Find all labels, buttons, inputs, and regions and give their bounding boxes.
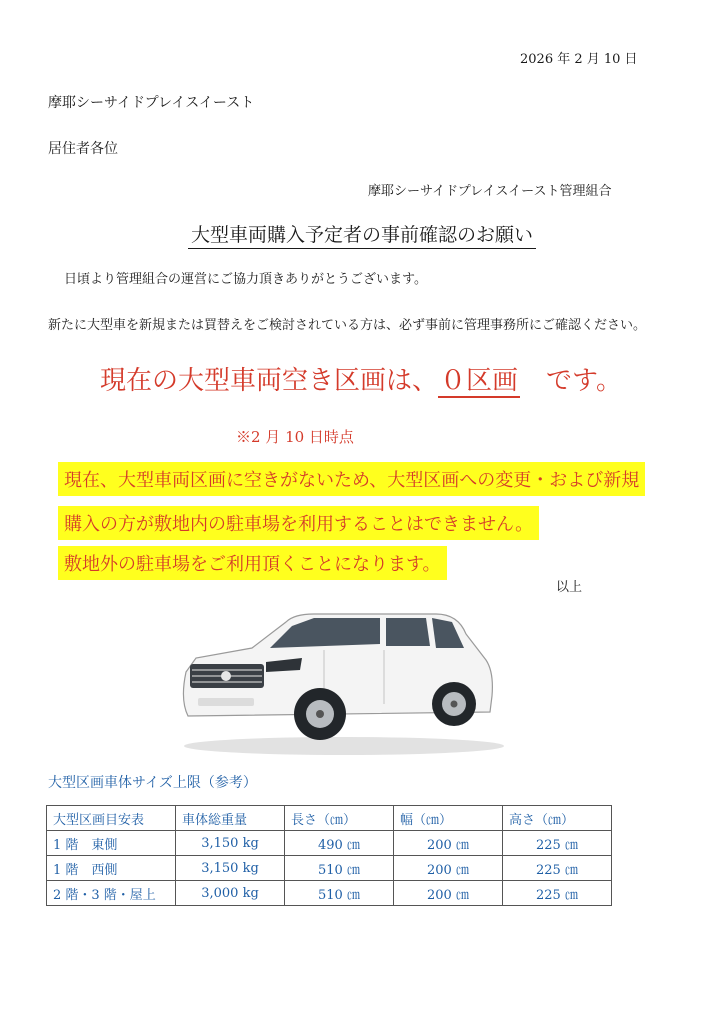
cell-zone: 1 階 東側 — [47, 831, 176, 856]
cell-zone: 1 階 西側 — [47, 856, 176, 881]
cell-weight: 3,150 kg — [176, 856, 285, 881]
cell-length: 490 ㎝ — [285, 831, 394, 856]
header-zone: 大型区画目安表 — [47, 806, 176, 831]
header-width: 幅（㎝） — [394, 806, 503, 831]
header-length: 長さ（㎝） — [285, 806, 394, 831]
cell-height: 225 ㎝ — [503, 856, 612, 881]
cell-height: 225 ㎝ — [503, 831, 612, 856]
size-limit-table — [46, 805, 612, 906]
headline-prefix: 現在の大型車両空き区画は、 — [100, 366, 439, 396]
highlight-line: 現在、大型車両区画に空きがないため、大型区画への変更・および新規 — [58, 462, 645, 496]
availability-headline — [100, 360, 622, 397]
cell-width: 200 ㎝ — [394, 856, 503, 881]
cell-weight: 3,000 kg — [176, 881, 285, 906]
size-table-title: 大型区画車体サイズ上限（参考） — [48, 775, 257, 791]
notice: 新たに大型車を新規または買替えをご検討されている方は、必ず事前に管理事務所にご確認ください。 — [48, 318, 647, 333]
headline-zone-count: ０区画 — [440, 366, 519, 396]
recipient-residents: 居住者各位 — [48, 141, 118, 157]
table-header-row — [47, 806, 612, 831]
header-height: 高さ（㎝） — [503, 806, 612, 831]
highlight-line: 購入の方が敷地内の駐車場を利用することはできません。 — [58, 506, 539, 540]
document-title-text: 大型車両購入予定者の事前確認のお願い — [188, 224, 536, 249]
table-row — [47, 856, 612, 881]
cell-height: 225 ㎝ — [503, 881, 612, 906]
cell-width: 200 ㎝ — [394, 831, 503, 856]
highlight-line: 敷地外の駐車場をご利用頂くことになります。 — [58, 546, 447, 580]
cell-length: 510 ㎝ — [285, 881, 394, 906]
cell-length: 510 ㎝ — [285, 856, 394, 881]
as-of-date: ※2 月 10 日時点 — [236, 428, 354, 446]
table-row — [47, 881, 612, 906]
white-suv-image — [174, 600, 504, 760]
cell-width: 200 ㎝ — [394, 881, 503, 906]
document-title — [0, 220, 724, 247]
cell-weight: 3,150 kg — [176, 831, 285, 856]
closing: 以上 — [556, 580, 583, 595]
greeting: 日頃より管理組合の運営にご協力頂きありがとうございます。 — [64, 272, 427, 287]
headline-suffix: です。 — [520, 366, 622, 396]
table-row — [47, 831, 612, 856]
header-weight: 車体総重量 — [176, 806, 285, 831]
sender: 摩耶シーサイドプレイスイースト管理組合 — [368, 184, 612, 199]
recipient-building: 摩耶シーサイドプレイスイースト — [48, 95, 255, 111]
document-date: 2026 年 2 月 10 日 — [520, 52, 638, 67]
cell-zone: 2 階・3 階・屋上 — [47, 881, 176, 906]
